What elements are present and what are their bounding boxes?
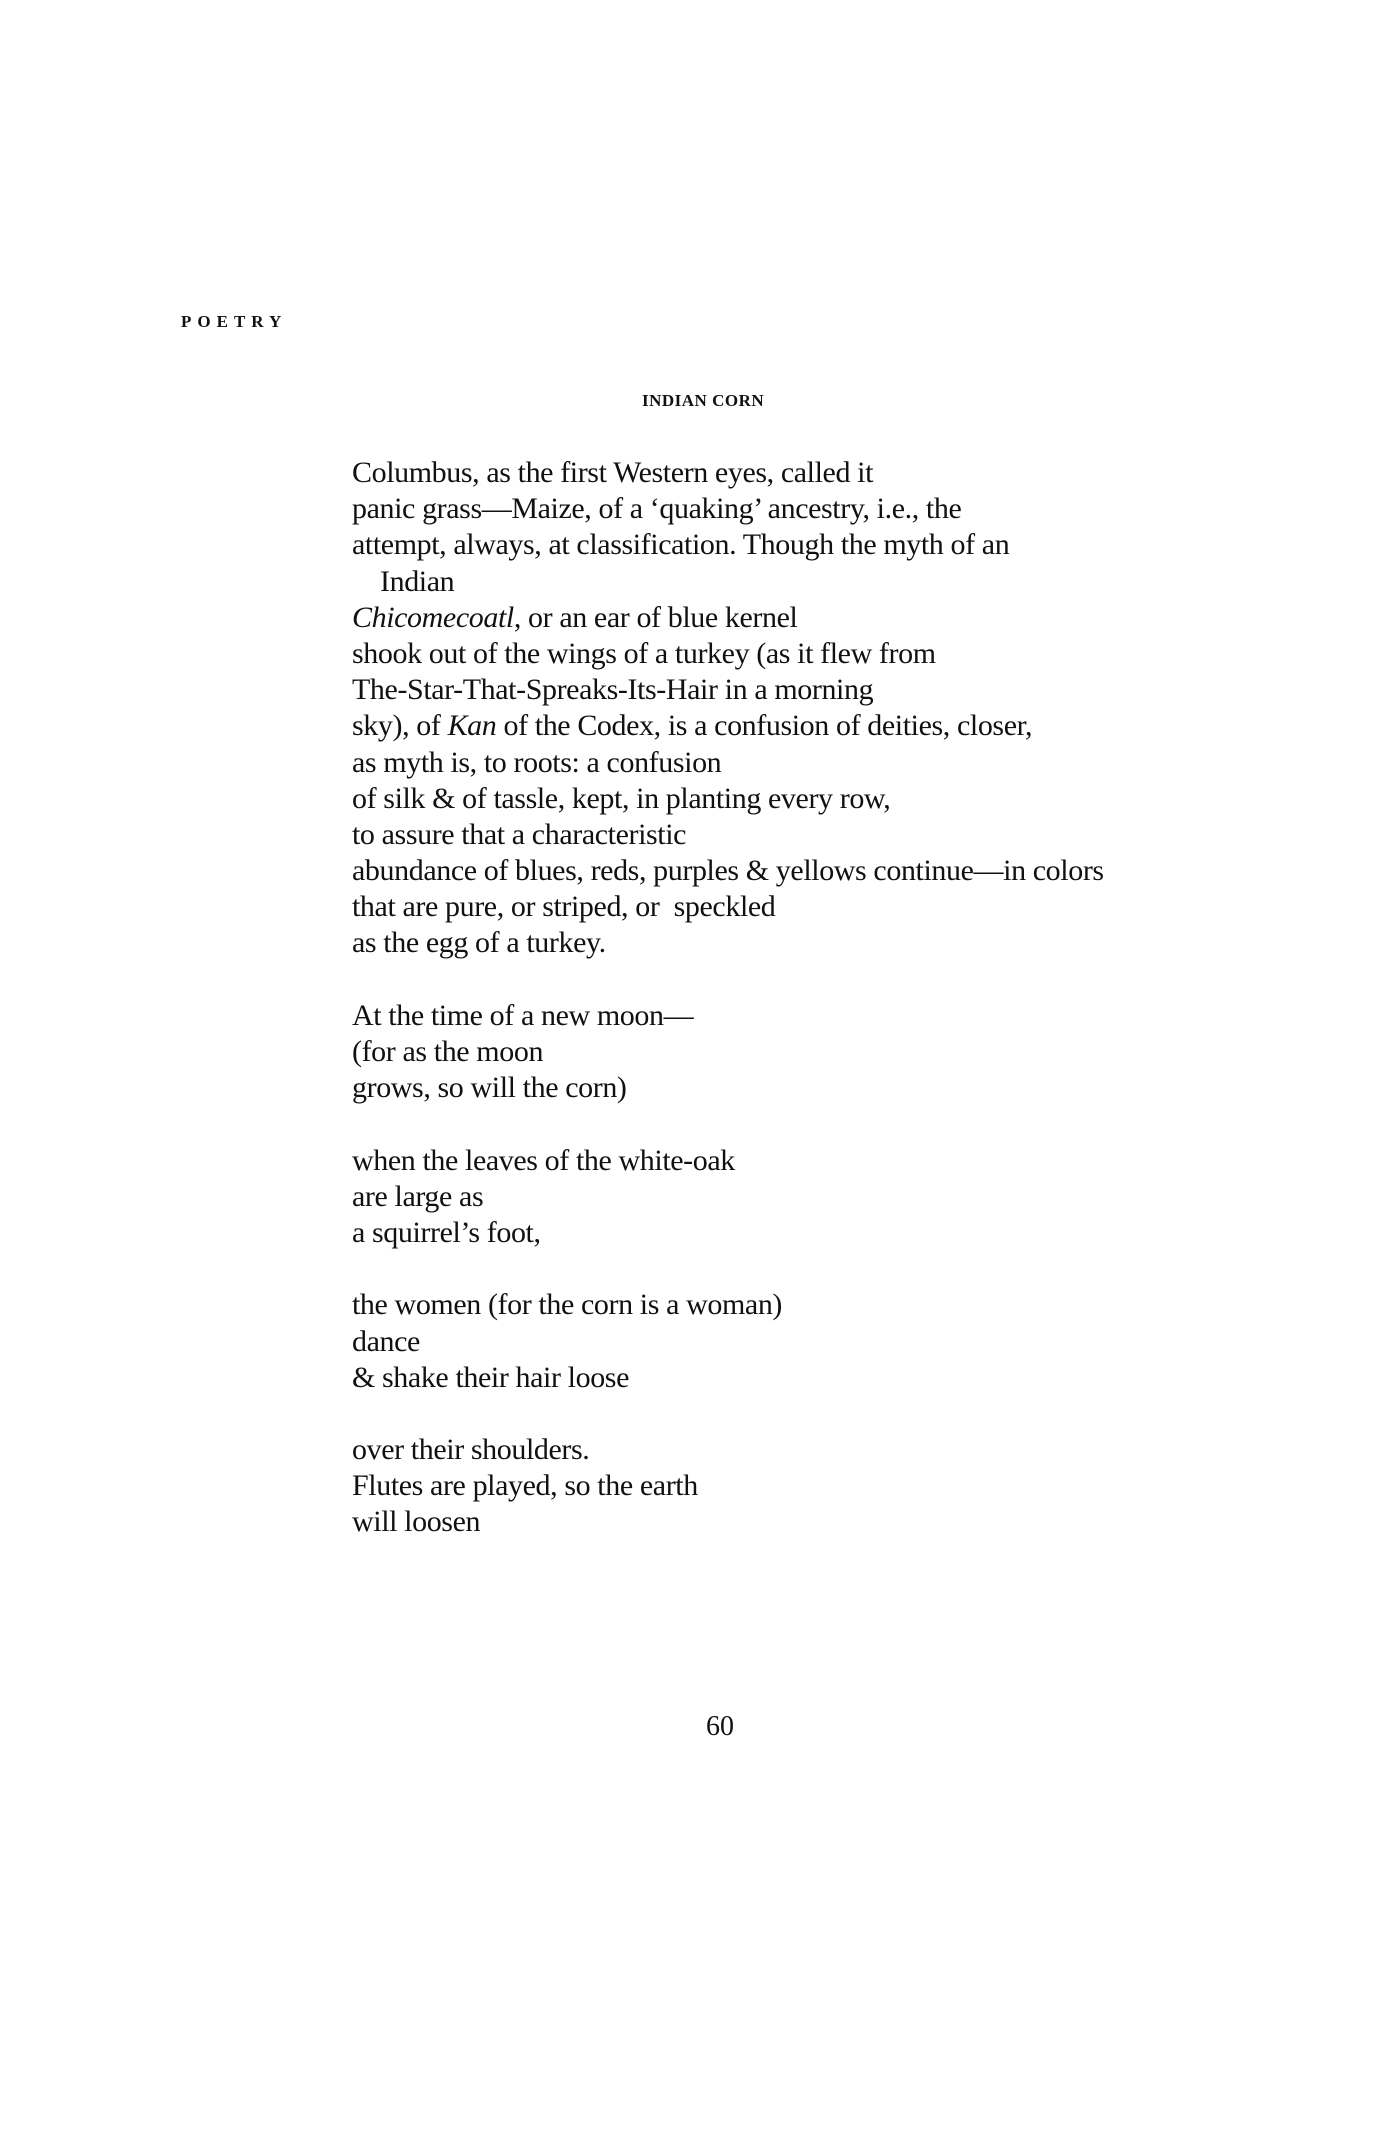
poem-line: attempt, always, at classification. Though the myth of an: [352, 528, 1010, 562]
poem-line: shook out of the wings of a turkey (as it flew from: [352, 636, 936, 670]
poem-line: Columbus, as the first Western eyes, called it: [352, 456, 874, 489]
poem-line: The-Star-That-Spreaks-Its-Hair in a morning: [352, 673, 874, 707]
stanza-1: [352, 455, 1252, 962]
poem-line: that are pure, or striped, or speckled: [352, 890, 776, 924]
poem-line: are large as: [352, 1179, 484, 1213]
stanza-5: [352, 1432, 1252, 1541]
stanza-2: [352, 998, 1252, 1107]
poem-line: the women (for the corn is a woman): [352, 1288, 783, 1322]
poem-line: of silk & of tassle, kept, in planting every row,: [352, 781, 891, 815]
poem-line-indented: Indian: [380, 564, 455, 598]
stanza-4: [352, 1287, 1252, 1396]
italic-term: Chicomecoatl: [352, 600, 514, 634]
poem-line: & shake their hair loose: [352, 1360, 629, 1394]
poem-line: At the time of a new moon—: [352, 998, 694, 1032]
poem-body: [352, 455, 1252, 1577]
line-text: sky), of: [352, 709, 448, 743]
poem-line: dance: [352, 1324, 420, 1358]
poem-line: will loosen: [352, 1505, 481, 1539]
line-text: , or an ear of blue kernel: [513, 600, 798, 634]
poem-line: [352, 708, 1252, 744]
poem-line: abundance of blues, reds, purples & yellows continue—in colors: [352, 854, 1104, 888]
poem-line: Flutes are played, so the earth: [352, 1469, 698, 1503]
page-number: 60: [706, 1711, 734, 1742]
poem-line: to assure that a characteristic: [352, 817, 687, 851]
poem-line: when the leaves of the white-oak: [352, 1143, 735, 1177]
poem-line: grows, so will the corn): [352, 1071, 627, 1105]
stanza-3: [352, 1143, 1252, 1252]
italic-term: Kan: [447, 709, 497, 743]
poem-line: a squirrel’s foot,: [352, 1215, 541, 1249]
poem-line: panic grass—Maize, of a ‘quaking’ ancestry, i.e., the: [352, 492, 962, 526]
poem-line: [352, 600, 1252, 636]
poem-line: as the egg of a turkey.: [352, 926, 606, 960]
poem-line: as myth is, to roots: a confusion: [352, 745, 722, 779]
line-text: of the Codex, is a confusion of deities, closer,: [496, 709, 1033, 743]
poem-line: (for as the moon: [352, 1035, 544, 1068]
poem-title: INDIAN CORN: [642, 391, 765, 410]
poem-line: over their shoulders.: [352, 1433, 590, 1467]
running-head: POETRY: [181, 312, 288, 331]
